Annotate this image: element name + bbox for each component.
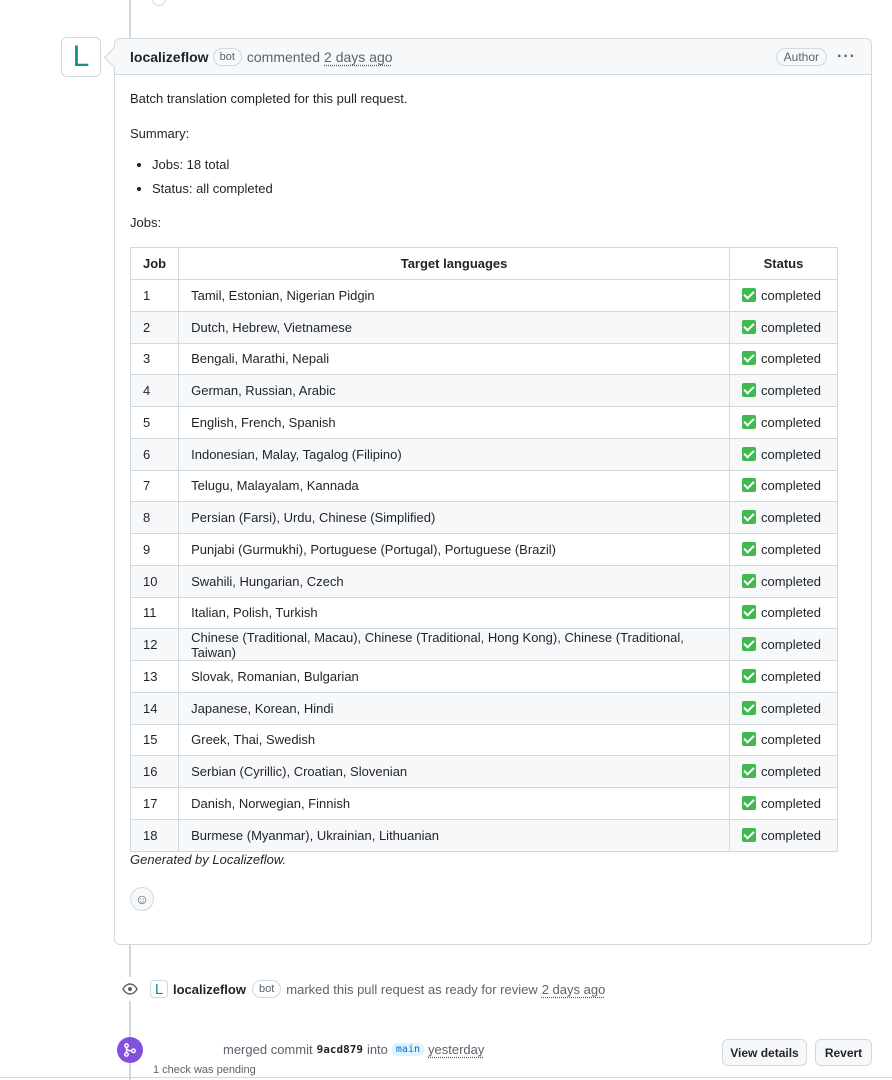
status-text: completed	[761, 446, 821, 462]
status-cell	[730, 343, 838, 375]
check-mark-icon	[742, 605, 756, 619]
status-cell	[730, 661, 838, 693]
table-row	[131, 756, 838, 788]
jobs-table-body	[131, 280, 838, 852]
table-row	[131, 629, 838, 661]
eye-icon	[118, 977, 142, 1001]
view-details-button[interactable]: View details	[722, 1039, 807, 1066]
job-number-cell: 9	[131, 534, 179, 566]
check-mark-icon	[742, 478, 756, 492]
table-row	[131, 375, 838, 407]
branch-name[interactable]: main	[392, 1043, 424, 1056]
comment-avatar[interactable]: L	[61, 37, 101, 77]
job-number-cell: 12	[131, 629, 179, 661]
check-mark-icon	[742, 510, 756, 524]
target-languages-cell: Swahili, Hungarian, Czech	[179, 565, 730, 597]
target-languages-cell: Tamil, Estonian, Nigerian Pidgin	[179, 280, 730, 312]
column-header-job: Job	[131, 248, 179, 280]
status-cell	[730, 724, 838, 756]
status-text: completed	[761, 541, 821, 557]
status-text: completed	[761, 605, 821, 621]
merge-into: into	[366, 1042, 388, 1057]
target-languages-cell: Slovak, Romanian, Bulgarian	[179, 661, 730, 693]
status-cell	[730, 597, 838, 629]
check-mark-icon	[742, 637, 756, 651]
status-text: completed	[761, 414, 821, 430]
check-mark-icon	[742, 288, 756, 302]
status-text: completed	[761, 732, 821, 748]
target-languages-cell: Italian, Polish, Turkish	[179, 597, 730, 629]
merge-event-text	[223, 1042, 484, 1057]
status-text: completed	[761, 383, 821, 399]
status-text: completed	[761, 573, 821, 589]
job-number-cell: 16	[131, 756, 179, 788]
target-languages-cell: Bengali, Marathi, Nepali	[179, 343, 730, 375]
table-row	[131, 661, 838, 693]
kebab-menu-icon[interactable]: ···	[837, 47, 856, 65]
check-mark-icon	[742, 415, 756, 429]
job-number-cell: 8	[131, 502, 179, 534]
status-text: completed	[761, 287, 821, 303]
generated-by-text: Generated by Localizeflow.	[130, 851, 287, 867]
table-row	[131, 280, 838, 312]
job-number-cell: 4	[131, 375, 179, 407]
comment-header-actions	[776, 48, 856, 66]
event-timestamp-link[interactable]: 2 days ago	[541, 981, 606, 997]
comment-header	[115, 39, 871, 75]
checks-status-text[interactable]: 1 check was pending	[153, 1064, 256, 1076]
target-languages-cell: Serbian (Cyrillic), Croatian, Slovenian	[179, 756, 730, 788]
ready-for-review-event	[118, 977, 605, 1001]
status-cell	[730, 534, 838, 566]
bot-badge: bot	[213, 48, 242, 66]
job-number-cell: 15	[131, 724, 179, 756]
check-mark-icon	[742, 701, 756, 715]
table-row	[131, 788, 838, 820]
table-row	[131, 597, 838, 629]
status-cell	[730, 502, 838, 534]
target-languages-cell: Telugu, Malayalam, Kannada	[179, 470, 730, 502]
target-languages-cell: Burmese (Myanmar), Ukrainian, Lithuanian	[179, 819, 730, 851]
job-number-cell: 10	[131, 565, 179, 597]
table-row	[131, 407, 838, 439]
job-number-cell: 17	[131, 788, 179, 820]
intro-text: Batch translation completed for this pull request.	[130, 91, 408, 106]
status-text: completed	[761, 668, 821, 684]
event-avatar[interactable]: L	[150, 980, 168, 998]
previous-event-stub	[150, 0, 872, 4]
target-languages-cell: Persian (Farsi), Urdu, Chinese (Simplified)	[179, 502, 730, 534]
target-languages-cell: Punjabi (Gurmukhi), Portuguese (Portugal), Portuguese (Brazil)	[179, 534, 730, 566]
table-row	[131, 819, 838, 851]
summary-heading: Summary:	[130, 126, 190, 141]
summary-item: • Jobs: 18 total	[152, 157, 856, 173]
status-cell	[730, 819, 838, 851]
author-badge: Author	[776, 48, 827, 66]
job-number-cell: 5	[131, 407, 179, 439]
previous-event-icon	[152, 0, 166, 6]
target-languages-cell: Danish, Norwegian, Finnish	[179, 788, 730, 820]
check-mark-icon	[742, 796, 756, 810]
status-cell	[730, 311, 838, 343]
git-merge-icon	[117, 1037, 143, 1063]
table-row	[131, 470, 838, 502]
status-cell	[730, 438, 838, 470]
revert-button[interactable]: Revert	[815, 1039, 872, 1066]
check-mark-icon	[742, 351, 756, 365]
event-author-link[interactable]: localizeflow	[173, 981, 246, 997]
status-cell	[730, 629, 838, 661]
table-row	[131, 692, 838, 724]
table-row	[131, 724, 838, 756]
table-row	[131, 565, 838, 597]
check-mark-icon	[742, 383, 756, 397]
status-text: completed	[761, 351, 821, 367]
comment-body	[115, 75, 871, 927]
status-text: completed	[761, 319, 821, 335]
table-header-row	[131, 248, 838, 280]
table-row	[131, 534, 838, 566]
table-row	[131, 343, 838, 375]
job-number-cell: 6	[131, 438, 179, 470]
target-languages-cell: Dutch, Hebrew, Vietnamese	[179, 311, 730, 343]
status-cell	[730, 756, 838, 788]
status-cell	[730, 565, 838, 597]
comment-author-link[interactable]: localizeflow	[130, 48, 209, 65]
add-reaction-icon[interactable]: ☺	[130, 887, 154, 911]
bottom-divider	[0, 1077, 892, 1078]
job-number-cell: 18	[131, 819, 179, 851]
status-text: completed	[761, 478, 821, 494]
summary-item: • Status: all completed	[152, 181, 856, 197]
summary-list	[152, 157, 856, 197]
check-mark-icon	[742, 574, 756, 588]
check-mark-icon	[742, 669, 756, 683]
jobs-table	[130, 247, 838, 852]
event-text: marked this pull request as ready for review	[286, 981, 538, 997]
job-number-cell: 14	[131, 692, 179, 724]
check-mark-icon	[742, 764, 756, 778]
job-number-cell: 3	[131, 343, 179, 375]
column-header-status: Status	[730, 248, 838, 280]
check-mark-icon	[742, 828, 756, 842]
target-languages-cell: Japanese, Korean, Hindi	[179, 692, 730, 724]
status-text: completed	[761, 795, 821, 811]
status-text: completed	[761, 827, 821, 843]
target-languages-cell: Greek, Thai, Swedish	[179, 724, 730, 756]
status-text: completed	[761, 510, 821, 526]
target-languages-cell: Chinese (Traditional, Macau), Chinese (Traditional, Hong Kong), Chinese (Traditional, Taiwan)	[179, 629, 730, 661]
status-cell	[730, 470, 838, 502]
status-text: completed	[761, 700, 821, 716]
job-number-cell: 11	[131, 597, 179, 629]
comment-card	[114, 38, 872, 945]
target-languages-cell: Indonesian, Malay, Tagalog (Filipino)	[179, 438, 730, 470]
status-cell	[730, 788, 838, 820]
table-row	[131, 502, 838, 534]
status-cell	[730, 407, 838, 439]
column-header-languages: Target languages	[179, 248, 730, 280]
commit-sha-link[interactable]: 9acd879	[316, 1043, 363, 1056]
target-languages-cell: English, French, Spanish	[179, 407, 730, 439]
status-cell	[730, 375, 838, 407]
comment-timestamp-link[interactable]: 2 days ago	[324, 48, 393, 65]
job-number-cell: 2	[131, 311, 179, 343]
status-cell	[730, 280, 838, 312]
check-mark-icon	[742, 320, 756, 334]
jobs-heading: Jobs:	[130, 215, 162, 230]
job-number-cell: 1	[131, 280, 179, 312]
table-row	[131, 438, 838, 470]
table-row	[131, 311, 838, 343]
job-number-cell: 7	[131, 470, 179, 502]
merge-prefix: merged commit	[223, 1042, 313, 1057]
check-mark-icon	[742, 542, 756, 556]
status-text: completed	[761, 637, 821, 653]
job-number-cell: 13	[131, 661, 179, 693]
event-bot-badge: bot	[252, 980, 281, 998]
target-languages-cell: German, Russian, Arabic	[179, 375, 730, 407]
comment-action-text: commented	[246, 48, 321, 65]
check-mark-icon	[742, 447, 756, 461]
status-text: completed	[761, 764, 821, 780]
check-mark-icon	[742, 732, 756, 746]
merge-timestamp-link[interactable]: yesterday	[428, 1042, 485, 1057]
status-cell	[730, 692, 838, 724]
